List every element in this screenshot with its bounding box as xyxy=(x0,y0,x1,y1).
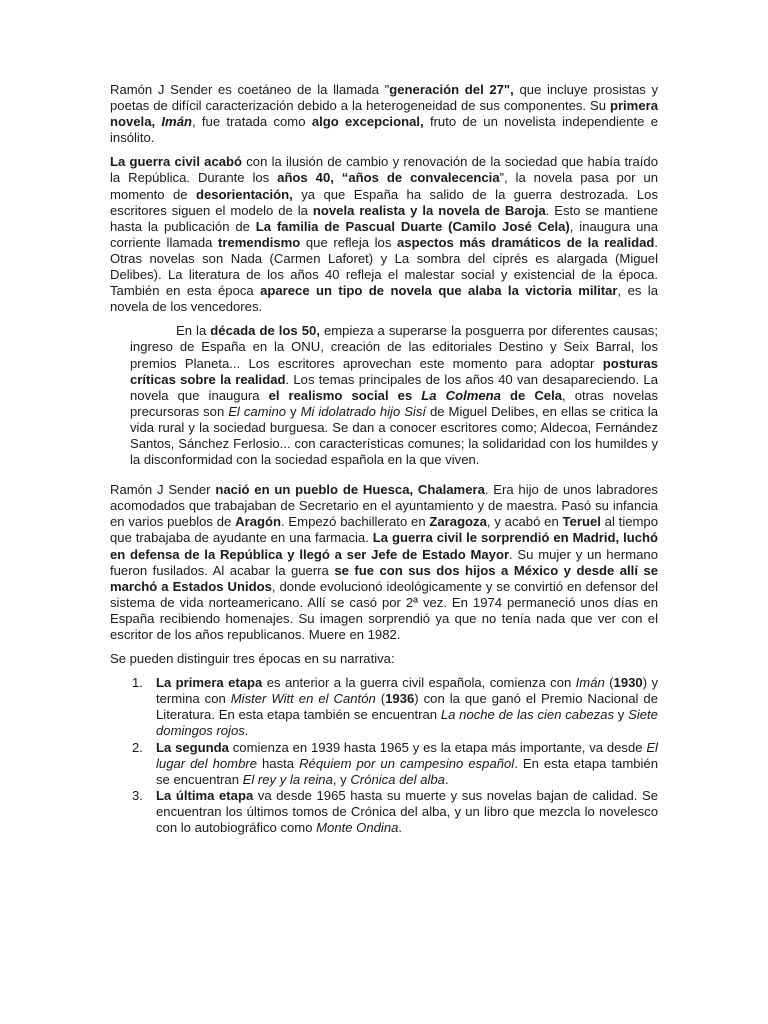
list-item xyxy=(132,739,658,788)
list-number: 2. xyxy=(132,739,143,755)
text-run: La Colmena xyxy=(421,387,501,403)
text-run: 1936 xyxy=(385,691,415,707)
text-run: Monte Ondina xyxy=(316,820,399,836)
text-run: década de los 50, xyxy=(210,323,320,339)
text-run: , inaugura una corriente llamada xyxy=(110,218,658,250)
text-run: Aragón xyxy=(235,514,281,530)
paragraph-decade-50s xyxy=(110,323,658,468)
text-run: primera novela, xyxy=(110,98,658,130)
text-run: comienza en 1939 hasta 1965 y es la etapa más importante, va desde xyxy=(228,739,647,755)
text-run: , y xyxy=(332,771,351,787)
text-run: Zaragoza xyxy=(429,514,487,530)
text-run: La noche de las cien cabezas xyxy=(440,707,615,723)
list-item xyxy=(132,787,658,836)
text-run: Se pueden distinguir tres épocas en su narrativa: xyxy=(110,651,395,667)
text-run: , donde evolucionó ideológicamente y se convirtió en defensor del sistema de vida norteamericano. Allí se casó por 2ª vez. En 1974 permaneció unos días en España recibiendo homenajes. Su imagen sorprendió ya que no tenía nada que ver con el escritor de los años republicanos. Muere en 1982. xyxy=(110,578,658,642)
list-item-text xyxy=(156,675,658,738)
text-run: El camino xyxy=(228,403,287,419)
text-run: ya que España ha salido de la guerra destrozada. Los escritores siguen el modelo de la xyxy=(110,186,658,218)
text-run: aparece un tipo de novela que alaba la victoria militar xyxy=(260,283,618,299)
text-run: Ramón J Sender xyxy=(110,482,216,498)
text-run: 1930 xyxy=(613,675,643,691)
text-run: tremendismo xyxy=(218,234,301,250)
list-item xyxy=(132,675,658,739)
text-run: posturas críticas sobre la realidad xyxy=(130,355,658,387)
text-run: ) y termina con xyxy=(156,675,658,707)
text-run: va desde 1965 hasta su muerte y sus novelas bajan de calidad. Se encuentran los últimos tomos de Crónica del alba, y un libro que mezcla lo novelesco con lo autobiográfico como xyxy=(156,787,658,836)
text-run: La primera etapa xyxy=(156,675,263,691)
list-item-text xyxy=(156,788,658,835)
text-run: . Empezó bachillerato en xyxy=(280,514,430,530)
text-run: , es la novela de los vencedores. xyxy=(110,283,658,315)
text-run: . Otras novelas son Nada (Carmen Laforet) y La sombra del ciprés es alargada (Miguel Delibes). La literatura de los años 40 refleja el malestar social y existencial de la época. También en esta época xyxy=(110,234,658,299)
text-run: con la ilusión de cambio y renovación de la sociedad que había traído la República. Durante los xyxy=(110,154,658,186)
text-run: Crónica del alba xyxy=(350,771,445,787)
text-run: La guerra civil acabó xyxy=(110,154,243,170)
text-run: Teruel xyxy=(562,514,601,530)
text-run: El lugar del hombre xyxy=(156,739,658,771)
text-run: Imán xyxy=(161,114,192,130)
text-run: ”, la novela pasa por un momento de xyxy=(110,170,658,202)
text-run: ) con la que ganó el Premio Nacional de Literatura. En esta etapa también se encuentran xyxy=(156,691,658,723)
text-run: fruto de un novelista independiente e insólito. xyxy=(110,114,658,146)
text-run: aspectos más dramáticos de la realidad xyxy=(397,234,655,250)
text-run: novela realista y la novela de Baroja xyxy=(312,202,546,218)
text-run: , fue tratada como xyxy=(191,114,312,130)
text-run: . Era hijo de unos labradores acomodados que trabajaban de Secretario en el ayuntamiento y de maestra. Pasó su infancia en varios pueblos de xyxy=(110,482,658,530)
text-run: . Su mujer y un hermano fueron fusilados. Al acabar la guerra xyxy=(110,546,658,578)
text-run: algo excepcional, xyxy=(311,114,424,130)
text-run: empieza a superarse la posguerra por diferentes causas; ingreso de España en la ONU, creación de las editoriales Destino y Seix Barral, los premios Planeta... Los escritores aprovechan este momento para adoptar xyxy=(130,323,658,371)
text-run: es anterior a la guerra civil española, comienza con xyxy=(262,675,576,691)
text-run: . En esta etapa también se encuentran xyxy=(156,755,658,787)
text-run: y xyxy=(614,707,629,723)
text-run: Réquiem por un campesino español xyxy=(299,755,515,771)
text-run: . Esto se mantiene hasta la publicación de xyxy=(110,202,659,234)
text-run: . xyxy=(244,723,249,739)
text-run: La guerra civil le sorprendió en Madrid, luchó en defensa de la República y llegó a ser Jefe de Estado Mayor xyxy=(110,530,659,562)
text-run: En la xyxy=(176,323,211,339)
text-run: . Los temas principales de los años 40 van desapareciendo. La novela que inaugura xyxy=(130,371,658,403)
list-number: 1. xyxy=(132,675,143,691)
text-run: La familia de Pascual Duarte (Camilo José Cela) xyxy=(255,218,570,234)
text-run: . xyxy=(444,771,449,787)
text-run: Ramón J Sender es coetáneo de la llamada " xyxy=(110,82,390,97)
text-run: de Cela xyxy=(500,387,562,403)
paragraph-biography xyxy=(110,482,658,643)
text-run: nació en un pueblo de Huesca, Chalamera xyxy=(215,482,485,498)
text-run: , y acabó en xyxy=(486,514,563,530)
text-run: Siete domingos rojos xyxy=(156,707,658,739)
text-run: La segunda xyxy=(156,739,229,755)
list-item-text xyxy=(156,740,658,787)
text-run: que incluye prosistas y poetas de difícil caracterización debido a la heterogeneidad de sus componentes. Su xyxy=(110,82,658,114)
text-run: Mi idolatrado hijo Sisí xyxy=(300,403,427,419)
text-run: que refleja los xyxy=(300,234,398,250)
text-run: ( xyxy=(375,691,386,707)
text-run: generación del 27", xyxy=(389,82,514,97)
text-run: Mister Witt en el Cantón xyxy=(230,691,376,707)
text-run: desorientación, xyxy=(196,186,293,202)
paragraph-three-epochs xyxy=(110,651,658,667)
text-run: . xyxy=(398,820,403,836)
text-run: , otras novelas precursoras son xyxy=(130,387,659,419)
text-run: al tiempo que trabajaba de ayudante en una farmacia. xyxy=(110,514,658,546)
epochs-list xyxy=(110,675,658,836)
paragraph-postwar-40s xyxy=(110,154,658,315)
text-run: años 40, “años de convalecencia xyxy=(277,170,500,186)
paragraph-intro xyxy=(110,82,658,146)
text-run: y xyxy=(286,403,301,419)
text-run: El rey y la reina xyxy=(242,771,333,787)
list-number: 3. xyxy=(132,787,143,803)
text-run: hasta xyxy=(257,755,300,771)
text-run: de Miguel Delibes, en ellas se critica la vida rural y la sociedad burguesa. Se dan a conocer escritores como; Aldecoa, Fernández Santos, Sánchez Ferlosio... con características comunes; la solidaridad con los humildes y la disconformidad con la sociedad española en la que viven. xyxy=(130,403,658,468)
text-run: ( xyxy=(604,675,614,691)
text-run: Imán xyxy=(575,675,605,691)
text-run: La última etapa xyxy=(156,787,254,803)
text-run: el realismo social es xyxy=(268,387,422,403)
text-run: se fue con sus dos hijos a México y desde allí se marchó a Estados Unidos xyxy=(110,562,659,594)
